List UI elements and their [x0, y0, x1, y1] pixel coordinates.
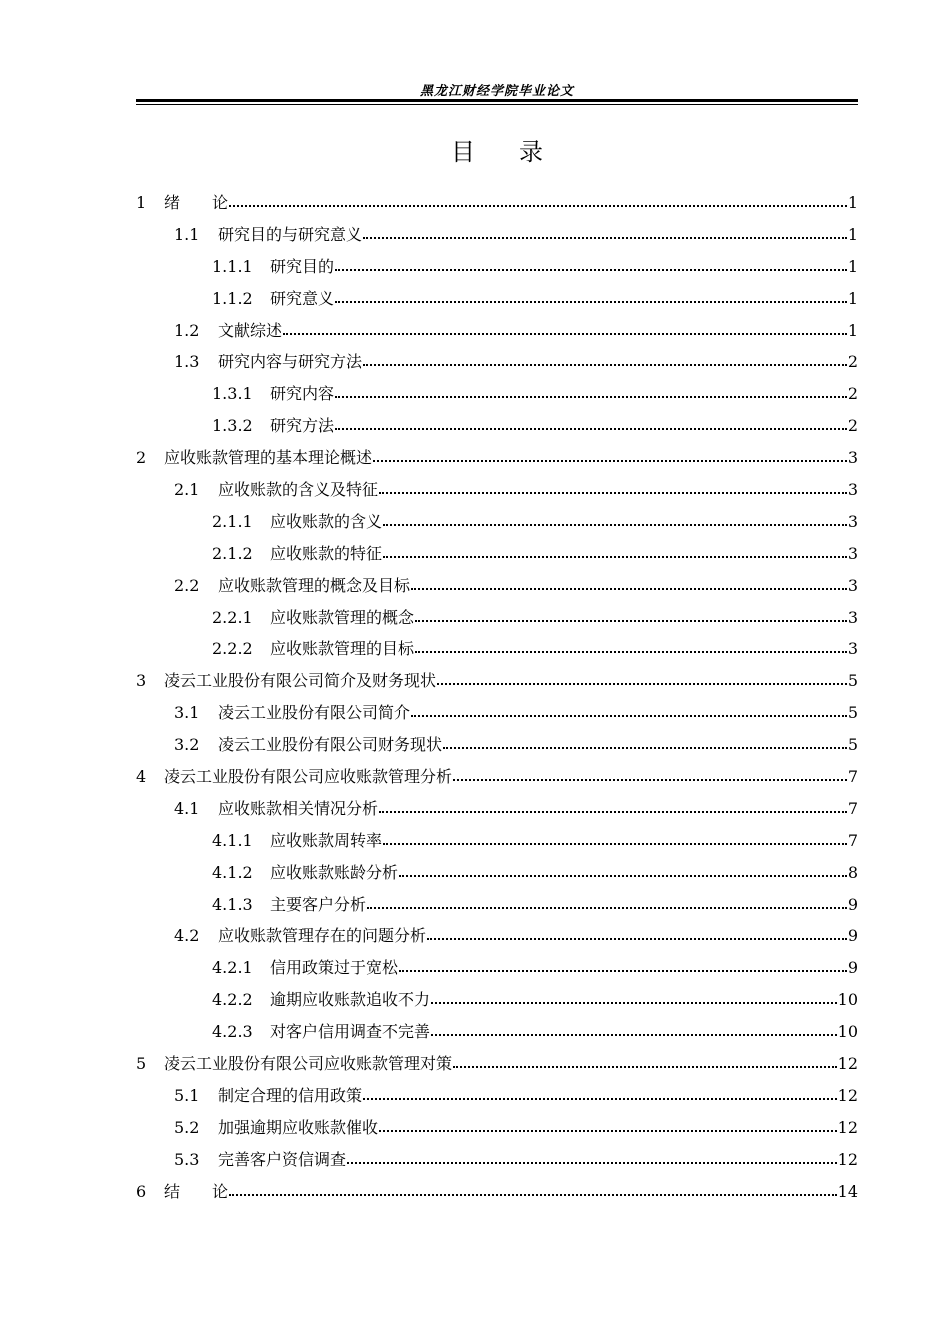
- dot-leader: [453, 768, 847, 782]
- toc-entry-number: 6: [136, 1181, 147, 1201]
- dot-leader: [383, 832, 847, 846]
- toc-entry-title: 凌云工业股份有限公司简介: [218, 703, 411, 723]
- toc-title: [136, 132, 858, 167]
- toc-entry[interactable]: [136, 477, 858, 509]
- toc-entry-page: 3: [847, 511, 858, 531]
- dot-leader: [427, 927, 847, 941]
- dot-leader: [411, 704, 847, 718]
- dot-leader: [411, 577, 847, 591]
- toc-entry[interactable]: [136, 923, 858, 955]
- toc-entry-title: 应收账款周转率: [270, 830, 383, 850]
- toc-entry-title: 应收账款管理存在的问题分析: [218, 926, 427, 946]
- toc-entry-page: 2: [847, 416, 858, 436]
- toc-entry-title: 逾期应收账款追收不力: [270, 990, 431, 1010]
- toc-entry[interactable]: [136, 381, 858, 413]
- toc-entry[interactable]: [136, 796, 858, 828]
- dot-leader: [443, 736, 847, 750]
- toc-entry-page: 1: [847, 193, 858, 212]
- toc-entry-page: 9: [847, 926, 858, 946]
- toc-entry[interactable]: [136, 955, 858, 987]
- toc-entry-page: 1: [847, 256, 858, 276]
- toc-entry-title: 信用政策过于宽松: [270, 958, 399, 978]
- toc-entry[interactable]: [136, 1147, 858, 1179]
- toc-entry-number: 1.2: [174, 320, 200, 340]
- toc-entry-number: 3.2: [174, 735, 200, 755]
- toc-entry-number: 4.2.2: [212, 990, 253, 1010]
- table-of-contents: [136, 190, 858, 1211]
- toc-entry-title: 应收账款相关情况分析: [218, 798, 379, 818]
- toc-entry-number: 2.2: [174, 575, 200, 595]
- toc-entry[interactable]: [136, 987, 858, 1019]
- toc-entry-title: 应收账款管理的基本理论概述: [164, 448, 373, 468]
- toc-entry-title: 凌云工业股份有限公司应收账款管理分析: [164, 767, 453, 787]
- dot-leader: [229, 194, 847, 208]
- toc-entry-title: 对客户信用调查不完善: [270, 1022, 431, 1042]
- dot-leader: [363, 353, 847, 367]
- toc-entry-number: 5: [136, 1054, 147, 1074]
- toc-entry[interactable]: [136, 286, 858, 318]
- dot-leader: [335, 385, 847, 399]
- toc-entry[interactable]: [136, 1115, 858, 1147]
- toc-entry-number: 1.1: [174, 224, 200, 244]
- toc-entry-number: 4.2.3: [212, 1022, 253, 1042]
- dot-leader: [453, 1055, 837, 1069]
- dot-leader: [335, 290, 847, 304]
- toc-entry-title: 凌云工业股份有限公司简介及财务现状: [164, 671, 437, 691]
- dot-leader: [399, 959, 847, 973]
- toc-entry-title: 凌云工业股份有限公司财务现状: [218, 735, 443, 755]
- dot-leader: [415, 609, 847, 623]
- toc-entry[interactable]: [136, 668, 858, 700]
- toc-entry[interactable]: [136, 222, 858, 254]
- dot-leader: [283, 322, 847, 336]
- toc-entry-number: 2.1: [174, 480, 200, 500]
- toc-entry-title: 研究方法: [270, 416, 335, 436]
- toc-entry-title: 文献综述: [218, 320, 283, 340]
- toc-entry-number: 4.1.3: [212, 894, 253, 914]
- toc-entry-title: 应收账款账龄分析: [270, 862, 399, 882]
- dot-leader: [229, 1183, 837, 1197]
- toc-entry-title: 应收账款管理的概念及目标: [218, 575, 411, 595]
- toc-entry-number: 1.1.2: [212, 288, 253, 308]
- toc-entry-page: 14: [837, 1181, 858, 1201]
- toc-entry-title: 主要客户分析: [270, 894, 367, 914]
- toc-title-part: 目: [451, 138, 475, 166]
- toc-entry-page: 9: [847, 894, 858, 914]
- toc-entry-title: 应收账款管理的概念: [270, 607, 415, 627]
- toc-entry-title: 应收账款的含义及特征: [218, 480, 379, 500]
- header-rule-thin: [136, 104, 858, 105]
- toc-entry-title: 研究意义: [270, 288, 335, 308]
- toc-entry-number: 3: [136, 671, 147, 691]
- toc-entry-number: 1: [136, 193, 147, 212]
- running-header: 黑龙江财经学院毕业论文: [419, 84, 574, 99]
- dot-leader: [383, 545, 847, 559]
- dot-leader: [379, 800, 847, 814]
- toc-entry-number: 4: [136, 767, 147, 787]
- dot-leader: [399, 864, 847, 878]
- toc-entry-number: 5.3: [174, 1149, 200, 1169]
- toc-entry-page: 7: [847, 767, 858, 787]
- toc-entry[interactable]: [136, 605, 858, 637]
- toc-entry-number: 4.1: [174, 798, 200, 818]
- toc-entry-page: 12: [837, 1085, 858, 1105]
- toc-entry[interactable]: [136, 541, 858, 573]
- toc-entry[interactable]: [136, 892, 858, 924]
- toc-entry-title: 研究目的与研究意义: [218, 224, 363, 244]
- toc-entry-title: 完善客户资信调查: [218, 1149, 347, 1169]
- toc-title-part: 录: [519, 138, 543, 166]
- toc-entry-title: 应收账款的特征: [270, 543, 383, 563]
- toc-entry-page: 1: [847, 320, 858, 340]
- toc-entry-number: 4.1.2: [212, 862, 253, 882]
- dot-leader: [379, 481, 847, 495]
- toc-entry-page: 5: [847, 671, 858, 691]
- dot-leader: [367, 896, 847, 910]
- toc-entry-title: 加强逾期应收账款催收: [218, 1117, 379, 1137]
- toc-entry-title: 结 论: [164, 1181, 229, 1201]
- dot-leader: [373, 449, 847, 463]
- toc-entry[interactable]: [136, 445, 858, 477]
- toc-entry[interactable]: [136, 636, 858, 668]
- toc-entry-title: 制定合理的信用政策: [218, 1085, 363, 1105]
- toc-entry[interactable]: [136, 1051, 858, 1083]
- header-rule-thick: [136, 99, 858, 102]
- toc-entry[interactable]: [136, 349, 858, 381]
- toc-entry[interactable]: [136, 509, 858, 541]
- toc-entry[interactable]: [136, 1019, 858, 1051]
- toc-entry[interactable]: [136, 190, 858, 222]
- toc-entry-title: 应收账款管理的目标: [270, 639, 415, 659]
- toc-entry-page: 12: [837, 1054, 858, 1074]
- toc-entry-number: 4.2: [174, 926, 200, 946]
- toc-entry[interactable]: [136, 1083, 858, 1115]
- dot-leader: [347, 1151, 837, 1165]
- toc-entry-number: 5.1: [174, 1085, 200, 1105]
- toc-entry-title: 研究内容与研究方法: [218, 352, 363, 372]
- toc-entry-title: 应收账款的含义: [270, 511, 383, 531]
- toc-entry-page: 9: [847, 958, 858, 978]
- toc-entry-page: 1: [847, 224, 858, 244]
- toc-entry-number: 4.2.1: [212, 958, 253, 978]
- toc-entry-page: 10: [837, 1022, 858, 1042]
- toc-entry[interactable]: [136, 413, 858, 445]
- toc-entry-page: 3: [847, 575, 858, 595]
- toc-entry-page: 1: [847, 288, 858, 308]
- toc-entry-number: 5.2: [174, 1117, 200, 1137]
- dot-leader: [363, 1087, 837, 1101]
- toc-entry-page: 7: [847, 830, 858, 850]
- toc-entry-page: 5: [847, 735, 858, 755]
- toc-entry-page: 3: [847, 448, 858, 468]
- toc-entry-title: 绪 论: [164, 193, 229, 212]
- toc-entry-number: 2: [136, 448, 147, 468]
- toc-entry-page: 7: [847, 798, 858, 818]
- toc-entry-number: 2.2.2: [212, 639, 253, 659]
- toc-entry-number: 1.3.2: [212, 416, 253, 436]
- toc-entry[interactable]: [136, 828, 858, 860]
- toc-entry[interactable]: [136, 1179, 858, 1211]
- toc-entry-page: 10: [837, 990, 858, 1010]
- toc-entry-page: 5: [847, 703, 858, 723]
- toc-entry-number: 4.1.1: [212, 830, 253, 850]
- dot-leader: [363, 226, 847, 240]
- toc-entry[interactable]: [136, 732, 858, 764]
- dot-leader: [431, 1023, 837, 1037]
- dot-leader: [415, 640, 847, 654]
- toc-entry-page: 2: [847, 352, 858, 372]
- toc-entry-page: 12: [837, 1117, 858, 1137]
- toc-entry[interactable]: [136, 254, 858, 286]
- toc-entry[interactable]: [136, 573, 858, 605]
- toc-entry-title: 研究内容: [270, 384, 335, 404]
- toc-entry-page: 12: [837, 1149, 858, 1169]
- toc-entry[interactable]: [136, 700, 858, 732]
- toc-entry-page: 3: [847, 607, 858, 627]
- toc-entry-page: 3: [847, 639, 858, 659]
- toc-entry-number: 3.1: [174, 703, 200, 723]
- dot-leader: [335, 258, 847, 272]
- toc-entry-title: 凌云工业股份有限公司应收账款管理对策: [164, 1054, 453, 1074]
- toc-entry-number: 1.3: [174, 352, 200, 372]
- toc-entry[interactable]: [136, 764, 858, 796]
- dot-leader: [431, 991, 837, 1005]
- toc-entry-number: 2.1.1: [212, 511, 253, 531]
- toc-entry-page: 3: [847, 543, 858, 563]
- toc-entry-number: 2.2.1: [212, 607, 253, 627]
- toc-entry[interactable]: [136, 318, 858, 350]
- dot-leader: [335, 417, 847, 431]
- toc-entry-number: 2.1.2: [212, 543, 253, 563]
- toc-entry[interactable]: [136, 860, 858, 892]
- dot-leader: [437, 672, 847, 686]
- toc-entry-number: 1.1.1: [212, 256, 253, 276]
- toc-entry-page: 2: [847, 384, 858, 404]
- toc-entry-page: 3: [847, 480, 858, 500]
- toc-entry-title: 研究目的: [270, 256, 335, 276]
- dot-leader: [383, 513, 847, 527]
- dot-leader: [379, 1119, 837, 1133]
- toc-entry-page: 8: [847, 862, 858, 882]
- toc-entry-number: 1.3.1: [212, 384, 253, 404]
